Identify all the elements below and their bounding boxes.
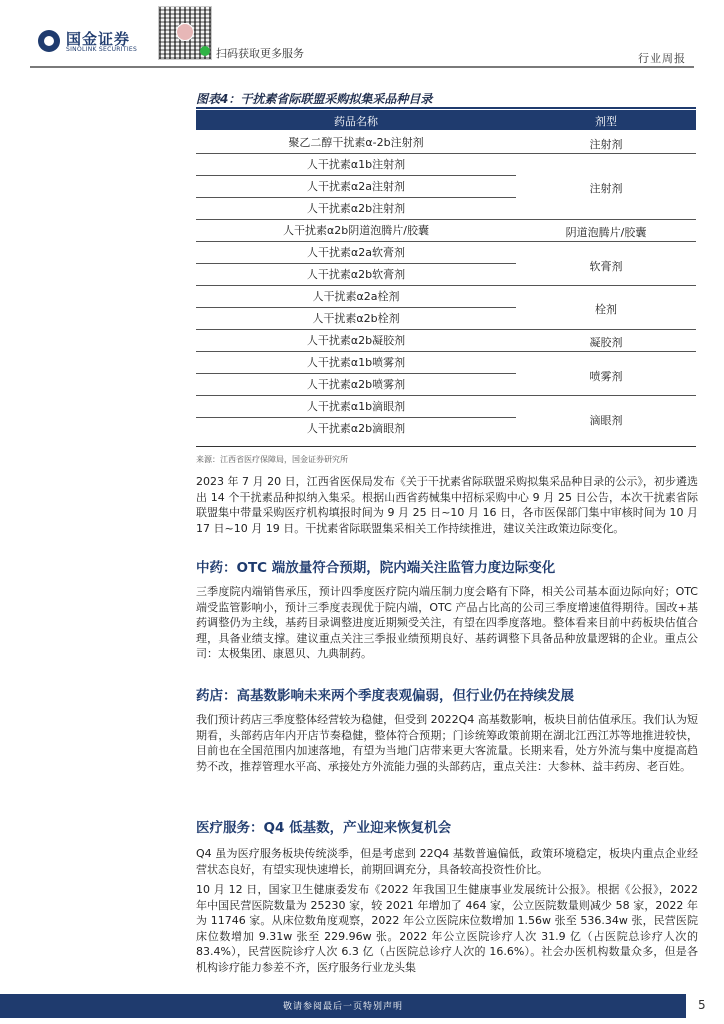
- group-divider: [516, 329, 696, 330]
- dosage-form-cell: 凝胶剂: [589, 336, 623, 349]
- table-bottom-rule: [196, 446, 696, 447]
- group-divider: [516, 153, 696, 154]
- group-divider: [516, 351, 696, 352]
- header-divider: [30, 66, 694, 68]
- wechat-icon: [200, 46, 210, 56]
- group-divider: [516, 285, 696, 286]
- paragraph-health-statistics: 10 月 12 日，国家卫生健康委发布《2022 年我国卫生健康事业发展统计公报》。根据《公报》，2022 年中国民营医院数量为 25230 家，较 2021 年增加了 464 家，公立医院数量则减少 58 家，2022 年为 11746 家。从床位数角度观察，2022 年公立医院床位数增加 1.56w 张至 536.34w 张，民营医院床位数增加 9.31w 张至 229.96w 张。2022 年公立医院诊疗人次 31.9 亿（占医院总诊疗人次的 83.4%），民营医院诊疗人次 6.3 亿（占医院总诊疗人次的 16.6%）。社会办医机构数量众多，但是各机构诊疗能力参差不齐，医疗服务行业龙头集: [196, 883, 698, 974]
- company-name-en: SINOLINK SECURITIES: [66, 46, 138, 53]
- group-divider: [516, 219, 696, 220]
- column-header-drug-name: 药品名称: [334, 115, 378, 128]
- dosage-form-cell: 软膏剂: [589, 260, 623, 273]
- table-row: 人干扰素α1b注射剂: [306, 158, 406, 171]
- table-row: 人干扰素α2b阴道泡腾片/胶囊: [283, 224, 429, 237]
- dosage-form-cell: 阴道泡腾片/胶囊: [565, 226, 647, 239]
- paragraph-pharmacy: 我们预计药店三季度整体经营较为稳健，但受到 2022Q4 高基数影响，板块目前估值承压。我们认为短期看，头部药店年内开店节奏稳健，整体符合预期；门诊统筹政策前期在湖北江西江苏等地推进较快，目前也在全国范围内加速落地，有望为当地门店带来更大客流量。长期来看，处方外流与集中度提高趋势不改，推荐管理水平高、承接处方外流能力强的头部药店，重点关注：大参林、益丰药房、老百姓。: [196, 713, 698, 773]
- dosage-form-cell: 注射剂: [589, 182, 623, 195]
- table-header: [196, 110, 696, 130]
- paragraph-medical-services-q4: Q4 虽为医疗服务板块传统淡季，但是考虑到 22Q4 基数普遍偏低，政策环境稳定，板块内重点企业经营状态良好，有望实现快速增长，前期回调充分，具备较高投资性价比。: [196, 847, 698, 876]
- section-heading-medical-services: 医疗服务：Q4 低基数，产业迎来恢复机会: [196, 820, 452, 836]
- figure-top-rule: [196, 107, 696, 109]
- figure-source: 来源：江西省医疗保障局，国金证券研究所: [196, 455, 348, 464]
- table-row: 人干扰素α2b栓剂: [312, 312, 400, 325]
- paragraph-tcm: 三季度院内端销售承压，预计四季度医疗院内端压制力度会略有下降，相关公司基本面边际向好；OTC 端受监管影响小，预计三季度表现优于院内端，OTC 产品占比高的公司三季度增速值得期待。国改+基药调整仍为主线，基药目录调整进度近期频受关注，有望在四季度落地。整体看来目前中药板块估值合理，具备业绩支撑。建议重点关注三季报业绩预期良好、基药调整下具备品种放量逻辑的企业。重点公司：太极集团、康恩贝、九典制药。: [196, 585, 698, 660]
- table-row: 人干扰素α1b滴眼剂: [306, 400, 406, 413]
- figure-title: 图表4：干扰素省际联盟采购拟集采品种目录: [196, 92, 433, 106]
- footer-disclaimer: 敬请参阅最后一页特别声明: [282, 1002, 403, 1012]
- table-row: 人干扰素α2b滴眼剂: [306, 422, 406, 435]
- dosage-form-cell: 栓剂: [595, 303, 617, 316]
- company-name-cn: 国金证券: [66, 30, 131, 48]
- qr-center-logo-icon: [176, 23, 194, 41]
- document-type: 行业周报: [638, 52, 686, 65]
- group-divider: [516, 395, 696, 396]
- table-row: 人干扰素α2a栓剂: [312, 290, 400, 303]
- dosage-form-cell: 喷雾剂: [589, 370, 623, 383]
- table-row: 聚乙二醇干扰素α-2b注射剂: [288, 136, 424, 149]
- scan-prompt: 扫码获取更多服务: [216, 47, 304, 60]
- table-row: 人干扰素α2a注射剂: [307, 180, 405, 193]
- paragraph-interferon-procurement: 2023 年 7 月 20 日，江西省医保局发布《关于干扰素省际联盟采购拟集采品种目录的公示》，初步遴选出 14 个干扰素品种拟纳入集采。根据山西省药械集中招标采购中心 9 月 25 日公告，本次干扰素省际联盟集中带量采购医疗机构填报时间为 9 月 25 日~10 月 16 日，各市医保部门集中审核时间为 10 月 17 日~10 月 19 日。干扰素省际联盟集采相关工作持续推进，建议关注政策边际变化。: [196, 475, 698, 535]
- section-heading-pharmacy: 药店：高基数影响未来两个季度表观偏弱，但行业仍在持续发展: [196, 688, 574, 704]
- table-row: 人干扰素α2b凝胶剂: [306, 334, 406, 347]
- dosage-form-cell: 滴眼剂: [589, 414, 623, 427]
- group-divider: [516, 241, 696, 242]
- table-row: 人干扰素α1b喷雾剂: [306, 356, 406, 369]
- company-logo-icon: [38, 30, 60, 52]
- column-header-dosage-form: 剂型: [595, 115, 617, 128]
- dosage-form-cell: 注射剂: [589, 138, 623, 151]
- table-row: 人干扰素α2b注射剂: [306, 202, 406, 215]
- table-row: 人干扰素α2b喷雾剂: [306, 378, 406, 391]
- page-number: 5: [698, 998, 706, 1012]
- section-heading-tcm: 中药：OTC 端放量符合预期，院内端关注监管力度边际变化: [196, 560, 556, 576]
- table-row: 人干扰素α2a软膏剂: [307, 246, 405, 259]
- table-row: 人干扰素α2b软膏剂: [306, 268, 406, 281]
